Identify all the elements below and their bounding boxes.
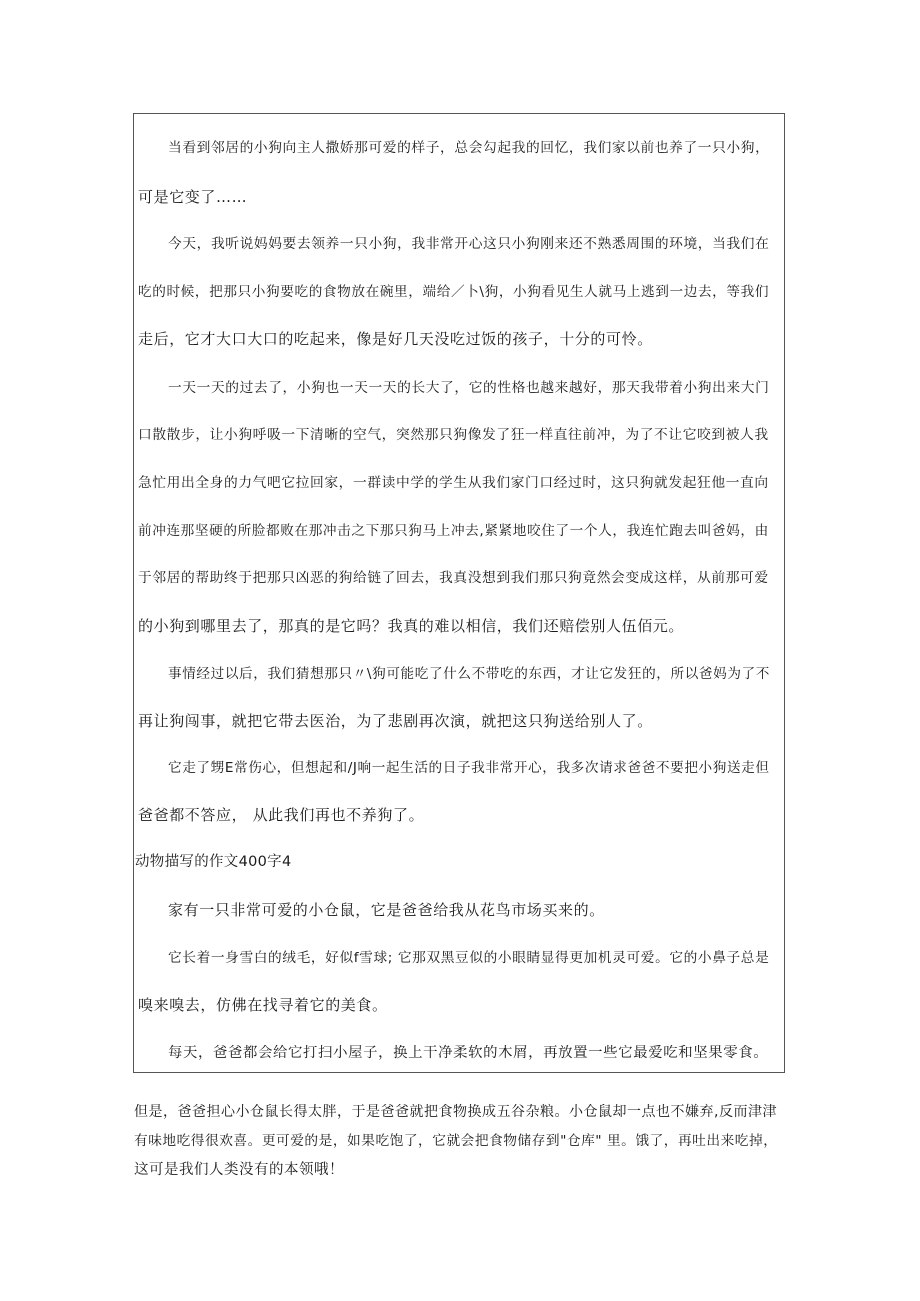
paragraph-line: 的小狗到哪里去了，那真的是它吗？我真的难以相信，我们还赔偿别人伍佰元。 bbox=[138, 617, 685, 635]
paragraph-line: 事情经过以后，我们猜想那只〃\狗可能吃了什么不带吃的东西，才让它发狂的，所以爸妈为了不 bbox=[168, 666, 770, 682]
paragraph-line: 它长着一身雪白的绒毛，好似f雪球; 它那双黑豆似的小眼睛显得更加机灵可爱。它的小鼻子总是 bbox=[168, 950, 770, 966]
paragraph-line: 但是，爸爸担心小仓鼠长得太胖，于是爸爸就把食物换成五谷杂粮。小仓鼠却一点也不嫌弃,反而津津 bbox=[134, 1104, 777, 1120]
paragraph-line: 当看到邻居的小狗向主人撒娇那可爱的样子，总会勾起我的回忆，我们家以前也养了一只小狗， bbox=[168, 140, 770, 156]
paragraph-line: 再让狗闯事，就把它带去医治，为了悲剧再次演，就把这只狗送给别人了。 bbox=[138, 712, 653, 730]
paragraph-line: 口散散步，让小狗呼吸一下清晰的空气，突然那只狗像发了狂一样直往前冲，为了不让它咬到被人我 bbox=[138, 427, 769, 443]
paragraph-line: 可是它变了…… bbox=[138, 188, 248, 206]
section-heading: 动物描写的作文400字4 bbox=[135, 854, 292, 870]
paragraph-line: 每天，爸爸都会给它打扫小屋子，换上干净柔软的木屑，再放置一些它最爱吃和坚果零食。 bbox=[168, 1045, 769, 1061]
paragraph-line: 一天一天的过去了，小狗也一天一天的长大了，它的性格也越来越好，那天我带着小狗出来大门 bbox=[168, 380, 770, 396]
paragraph-line: 于邻居的帮助终于把那只凶恶的狗给链了回去，我真没想到我们那只狗竟然会变成这样，从前那可爱 bbox=[138, 570, 769, 586]
paragraph-line: 走后，它才大口大口的吃起来，像是好几天没吃过饭的孩子，十分的可怜。 bbox=[138, 330, 653, 348]
paragraph-line: 吃的时候，把那只小狗要吃的食物放在碗里，端给／卜\狗，小狗看见生人就马上逃到一边去，等我们 bbox=[138, 284, 770, 300]
paragraph-line: 有味地吃得很欢喜。更可爱的是，如果吃饱了，它就会把食物储存到"仓库" 里。饿了，再吐出来吃掉， bbox=[134, 1133, 778, 1149]
paragraph-line: 嗅来嗅去，仿佛在找寻着它的美食。 bbox=[138, 996, 388, 1014]
paragraph-line: 家有一只非常可爱的小仓鼠，它是爸爸给我从花鸟市场买来的。 bbox=[168, 901, 605, 919]
bordered-text-box bbox=[133, 113, 785, 1073]
paragraph-line: 这可是我们人类没有的本领哦！ bbox=[134, 1162, 344, 1178]
paragraph-line: 爸爸都不答应， 从此我们再也不养狗了。 bbox=[138, 806, 425, 824]
paragraph-line: 急忙用出全身的力气吧它拉回家，一群读中学的学生从我们家门口经过时，这只狗就发起狂他一直向 bbox=[138, 475, 769, 491]
paragraph-line: 它走了甥E常伤心，但想起和/J响一起生活的日子我非常开心，我多次请求爸爸不要把小狗送走但 bbox=[168, 760, 770, 776]
paragraph-line: 前冲连那坚硬的所脸都败在那冲击之下那只狗马上冲去,紧紧地咬住了一个人，我连忙跑去叫爸妈，由 bbox=[138, 523, 769, 539]
paragraph-line: 今天，我听说妈妈要去领养一只小狗，我非常开心这只小狗刚来还不熟悉周围的环境，当我们在 bbox=[168, 236, 770, 252]
